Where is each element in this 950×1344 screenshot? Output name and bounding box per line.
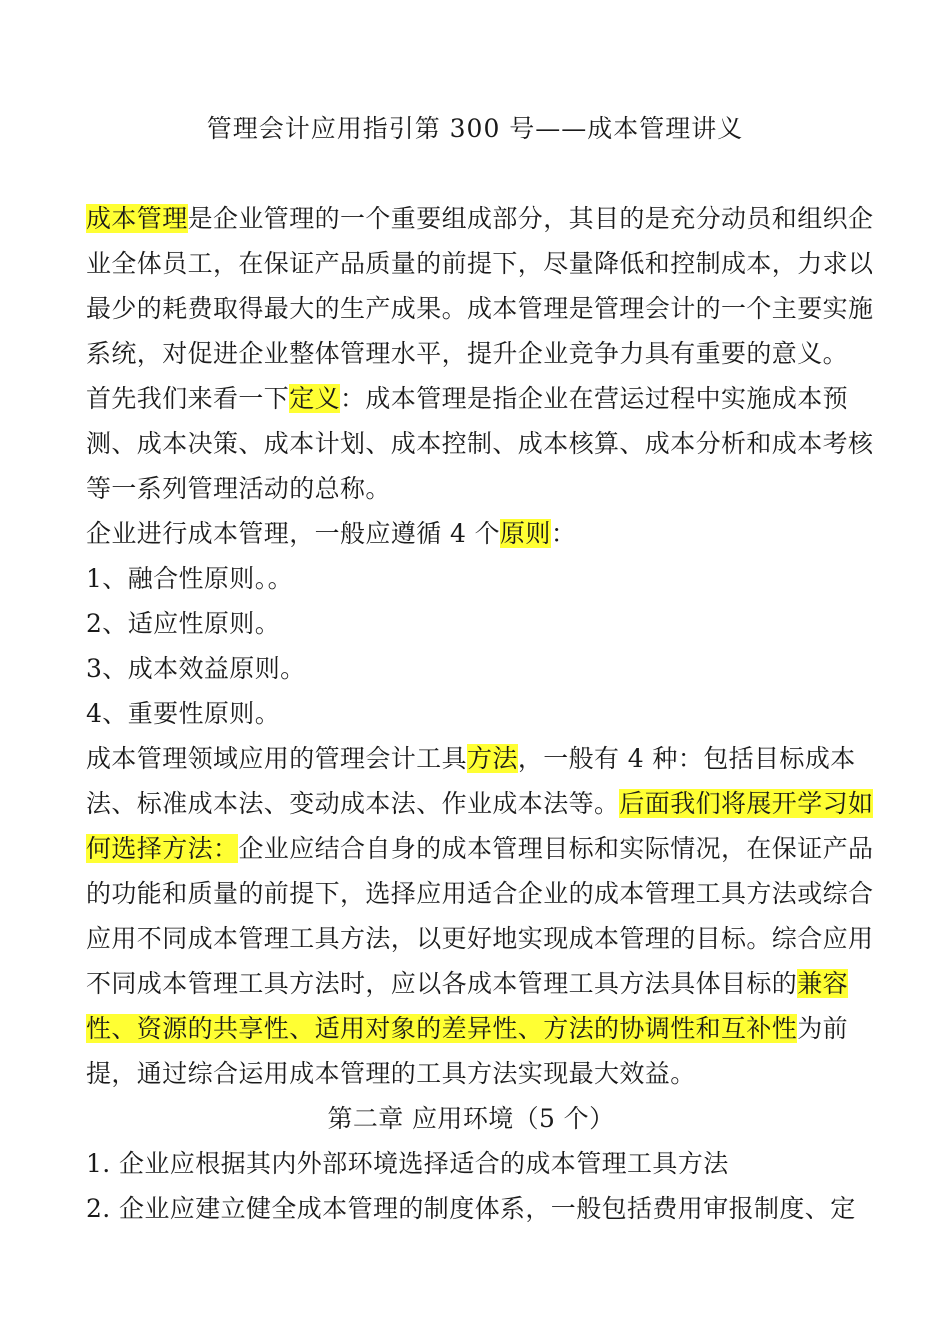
document-body bbox=[86, 196, 886, 1231]
highlight-compatibility: 兼容性、资源的共享性、适用对象的差异性、方法的协调性和互补性 bbox=[86, 969, 849, 1043]
methods-text-3: 为前提，通过综合运用成本管理的工具方法实现最大效益。 bbox=[86, 1014, 849, 1088]
methods-text-1: ，一般有 4 种：包括目标成本法、标准成本法、变动成本法、作业成本法等。 bbox=[86, 744, 856, 818]
principles-tail: ： bbox=[550, 519, 577, 548]
principle-item: 4、重要性原则。 bbox=[86, 699, 281, 728]
highlight-principles: 原则 bbox=[500, 519, 551, 548]
methods-text-2: 企业应结合自身的成本管理目标和实际情况，在保证产品的功能和质量的前提下，选择应用适合企业的成本管理工具方法或综合应用不同成本管理工具方法，以更好地实现成本管理的目标。综合应用不同成本管理工具方法时，应以各成本管理工具方法具体目标的 bbox=[86, 834, 874, 998]
principles-paragraph bbox=[86, 511, 886, 556]
highlight-cost-management: 成本管理 bbox=[86, 204, 188, 233]
definition-lead: 首先我们来看一下 bbox=[86, 384, 290, 413]
definition-text: ：成本管理是指企业在营运过程中实施成本预测、成本决策、成本计划、成本控制、成本核算、成本分析和成本考核等一系列管理活动的总称。 bbox=[86, 384, 874, 503]
highlight-how-to-choose: 后面我们将展开学习如何选择方法： bbox=[86, 789, 874, 863]
chapter-item: 2. 企业应建立健全成本管理的制度体系，一般包括费用审报制度、定 bbox=[86, 1194, 856, 1223]
principle-item: 1、融合性原则。。 bbox=[86, 564, 294, 593]
highlight-methods: 方法 bbox=[467, 744, 518, 773]
intro-text: 是企业管理的一个重要组成部分，其目的是充分动员和组织企业全体员工，在保证产品质量的前提下，尽量降低和控制成本，力求以最少的耗费取得最大的生产成果。成本管理是管理会计的一个主要实施系统，对促进企业整体管理水平，提升企业竞争力具有重要的意义。 bbox=[86, 204, 874, 368]
chapter-heading: 第二章 应用环境（5 个） bbox=[327, 1104, 615, 1133]
principle-item: 3、成本效益原则。 bbox=[86, 654, 306, 683]
highlight-definition: 定义 bbox=[289, 384, 341, 413]
intro-paragraph bbox=[86, 196, 886, 376]
principles-lead: 企业进行成本管理，一般应遵循 4 个 bbox=[86, 519, 501, 548]
chapter-item: 1. 企业应根据其内外部环境选择适合的成本管理工具方法 bbox=[86, 1149, 729, 1178]
methods-lead: 成本管理领域应用的管理会计工具 bbox=[86, 744, 468, 773]
document-title: 管理会计应用指引第 300 号——成本管理讲义 bbox=[206, 114, 744, 143]
methods-paragraph bbox=[86, 736, 886, 1096]
definition-paragraph bbox=[86, 376, 886, 511]
principle-item: 2、适应性原则。 bbox=[86, 609, 281, 638]
